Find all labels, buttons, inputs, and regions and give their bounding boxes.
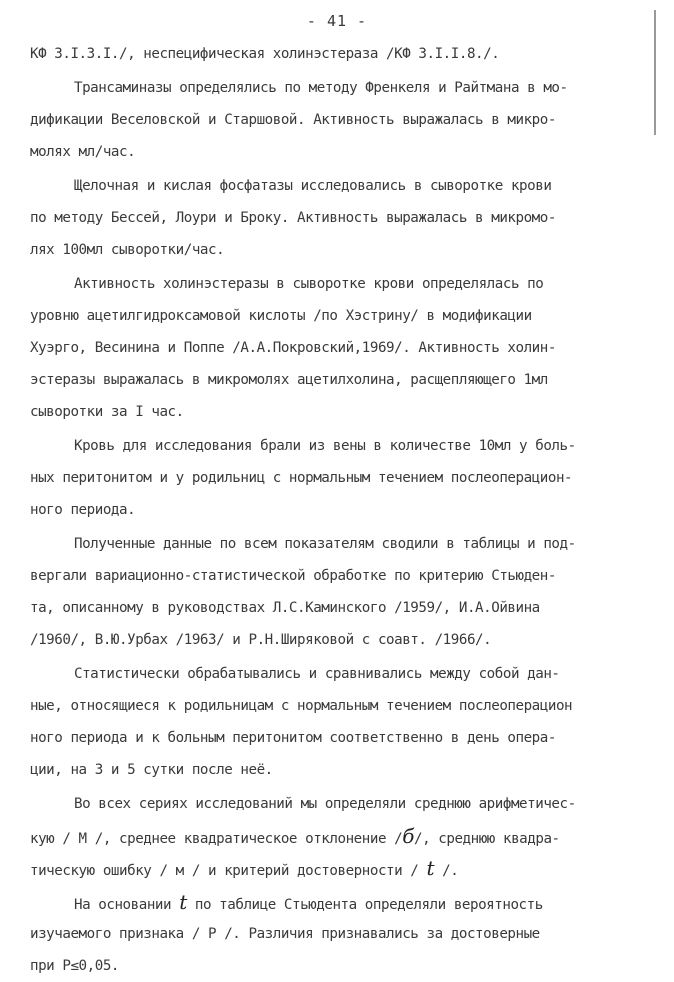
text-line: изучаемого признака / Р /. Различия признавались за достоверные — [30, 926, 540, 942]
text-line: ного периода и к больным перитонитом соответственно в день опера- — [30, 730, 556, 746]
text-line: ции, на 3 и 5 сутки после неё. — [30, 762, 273, 778]
text-line: ных перитонитом и у родильниц с нормальным течением послеоперацион- — [30, 470, 573, 486]
text-line: Щелочная и кислая фосфатазы исследовались в сыворотке крови — [74, 178, 552, 194]
handwritten-sigma: б — [402, 824, 414, 848]
text-line: та, описанному в руководствах Л.С.Каминского /1959/, И.А.Ойвина — [30, 600, 540, 616]
margin-line — [654, 10, 656, 135]
handwritten-t: t — [179, 890, 187, 914]
text-line — [30, 886, 642, 918]
text-fragment: по таблице Стьюдента определяли вероятность — [186, 897, 543, 913]
text-line: Полученные данные по всем показателям сводили в таблицы и под- — [74, 536, 576, 552]
text-line: молях мл/час. — [30, 144, 136, 160]
text-line: Во всех сериях исследований мы определяли среднюю арифметичес- — [74, 796, 576, 812]
text-line — [30, 820, 642, 852]
text-line: по методу Бессей, Лоури и Броку. Активность выражалась в микромо- — [30, 210, 556, 226]
text-line: эстеразы выражалась в микромолях ацетилхолина, расщепляющего 1мл — [30, 372, 548, 388]
text-fragment: кую / М /, среднее квадратическое отклонение / — [30, 831, 403, 847]
body-text — [30, 38, 642, 982]
text-line: ного периода. — [30, 502, 136, 518]
text-line: уровню ацетилгидроксамовой кислоты /по Хэстрину/ в модификации — [30, 308, 532, 324]
text-line: вергали вариационно-статистической обработке по критерию Стьюден- — [30, 568, 556, 584]
text-line: КФ 3.I.3.I./, неспецифическая холинэстераза /КФ 3.I.I.8./. — [30, 46, 500, 62]
text-line: Кровь для исследования брали из вены в количестве 10мл у боль- — [74, 438, 576, 454]
text-line: Хуэрго, Весинина и Поппе /А.А.Покровский,1969/. Активность холин- — [30, 340, 556, 356]
text-fragment: /. — [434, 863, 459, 879]
handwritten-t: t — [426, 856, 435, 880]
text-fragment: /, среднюю квадра- — [413, 831, 560, 847]
text-line: /1960/, В.Ю.Урбах /1963/ и Р.Н.Ширяковой с соавт. /1966/. — [30, 632, 492, 648]
text-line: ные, относящиеся к родильницам с нормальным течением послеоперацион — [30, 698, 573, 714]
text-line: Статистически обрабатывались и сравнивались между собой дан- — [74, 666, 560, 682]
text-line: сыворотки за I час. — [30, 404, 184, 420]
text-line: при Р≤0,05. — [30, 958, 120, 974]
text-line: лях 100мл сыворотки/час. — [30, 242, 225, 258]
text-fragment: На основании — [74, 897, 180, 913]
text-fragment: тическую ошибку / м / и критерий достоверности / — [30, 863, 427, 879]
page-number: - 41 - — [306, 12, 368, 30]
text-line — [30, 852, 642, 884]
text-line: дификации Веселовской и Старшовой. Активность выражалась в микро- — [30, 112, 556, 128]
text-line: Активность холинэстеразы в сыворотке крови определялась по — [74, 276, 544, 292]
text-line: Трансаминазы определялись по методу Френкеля и Райтмана в мо- — [74, 80, 568, 96]
